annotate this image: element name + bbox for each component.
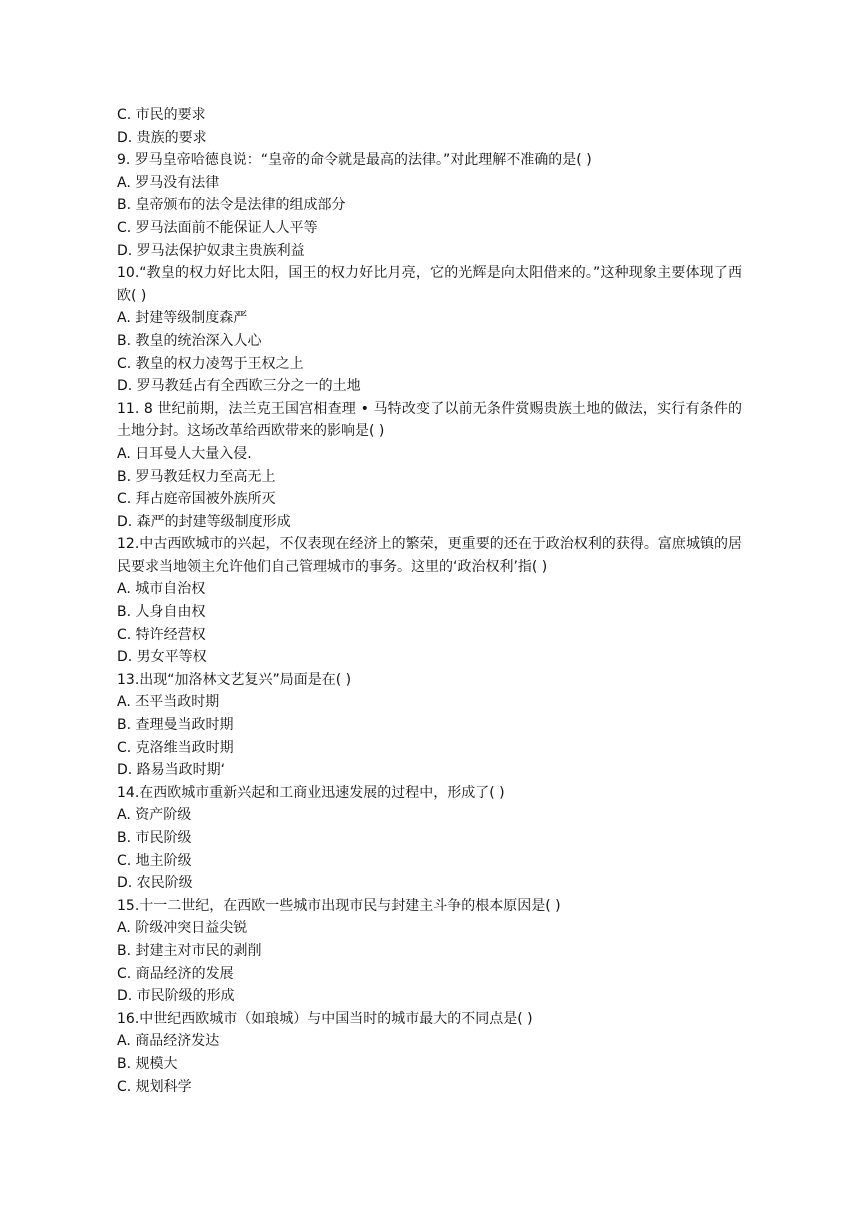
option-text: D. 农民阶级	[117, 875, 193, 892]
option-text: B. 教皇的统治深入人心	[117, 332, 262, 349]
option-text: C. 规划科学	[117, 1078, 192, 1095]
option-text: A. 封建等级制度森严	[117, 310, 248, 327]
option-text: B. 皇帝颁布的法令是法律的组成部分	[117, 197, 346, 214]
text-line: C. 市民的要求	[117, 107, 206, 123]
question-text: 9. 罗马皇帝哈德良说：“皇帝的命令就是最高的法律。”对此理解不准确的是( )	[117, 152, 592, 169]
option-text: C. 特许经营权	[117, 626, 206, 643]
option-text: A. 日耳曼人大量入侵.	[117, 445, 252, 462]
option-text: A. 阶级冲突日益尖锐	[117, 920, 248, 937]
question-text: 16.中世纪西欧城市（如琅城）与中国当时的城市最大的不同点是( )	[117, 1010, 533, 1027]
question-text: 14.在西欧城市重新兴起和工商业迅速发展的过程中，形成了( )	[117, 784, 505, 801]
option-text: A. 资产阶级	[117, 807, 192, 824]
option-text: A. 罗马没有法律	[117, 174, 220, 191]
option-text: C. 商品经济的发展	[117, 965, 234, 982]
question-text: 15.十一二世纪，在西欧一些城市出现市民与封建主斗争的根本原因是( )	[117, 897, 561, 914]
option-text: B. 罗马教廷权力至高无上	[117, 468, 276, 485]
option-text: A. 城市自治权	[117, 581, 206, 598]
option-text: C. 克洛维当政时期	[117, 739, 234, 756]
question-text: 11. 8 世纪前期，法兰克王国宫相查理 • 马特改变了以前无条件赏赐贵族土地的做法，实行有条件的土地分封。这场改革给西欧带来的影响是( )	[117, 400, 742, 440]
option-text: C. 拜占庭帝国被外族所灭	[117, 491, 276, 508]
option-text: A. 商品经济发达	[117, 1033, 220, 1050]
question-text: 13.出现“加洛林文艺复兴”局面是在( )	[117, 671, 352, 688]
text-line: D. 贵族的要求	[117, 129, 207, 146]
option-text: D. 森严的封建等级制度形成	[117, 513, 291, 530]
document-content	[117, 104, 742, 1098]
option-text: D. 罗马法保护奴隶主贵族利益	[117, 242, 305, 259]
option-text: C. 教皇的权力凌驾于王权之上	[117, 355, 304, 372]
option-text: B. 查理曼当政时期	[117, 717, 234, 734]
option-text: C. 地主阶级	[117, 852, 192, 869]
option-text: B. 人身自由权	[117, 604, 206, 621]
option-text: A. 丕平当政时期	[117, 694, 220, 711]
option-text: D. 路易当政时期‘	[117, 762, 226, 779]
option-text: B. 封建主对市民的剥削	[117, 942, 262, 959]
option-text: D. 罗马教廷占有全西欧三分之一的土地	[117, 378, 361, 395]
question-text: 12.中古西欧城市的兴起，不仅表现在经济上的繁荣，更重要的还在于政治权利的获得。富庶城镇的居民要求当地领主允许他们自己管理城市的事务。这里的‘政治权利’指( )	[117, 536, 742, 575]
option-text: B. 规模大	[117, 1055, 178, 1072]
option-text: C. 罗马法面前不能保证人人平等	[117, 219, 318, 236]
question-text: 10.“教皇的权力好比太阳，国王的权力好比月亮，它的光辉是向太阳借来的。”这种现象主要体现了西欧( )	[117, 265, 742, 304]
option-text: B. 市民阶级	[117, 830, 192, 846]
option-text: D. 市民阶级的形成	[117, 988, 235, 1005]
option-text: D. 男女平等权	[117, 649, 207, 666]
